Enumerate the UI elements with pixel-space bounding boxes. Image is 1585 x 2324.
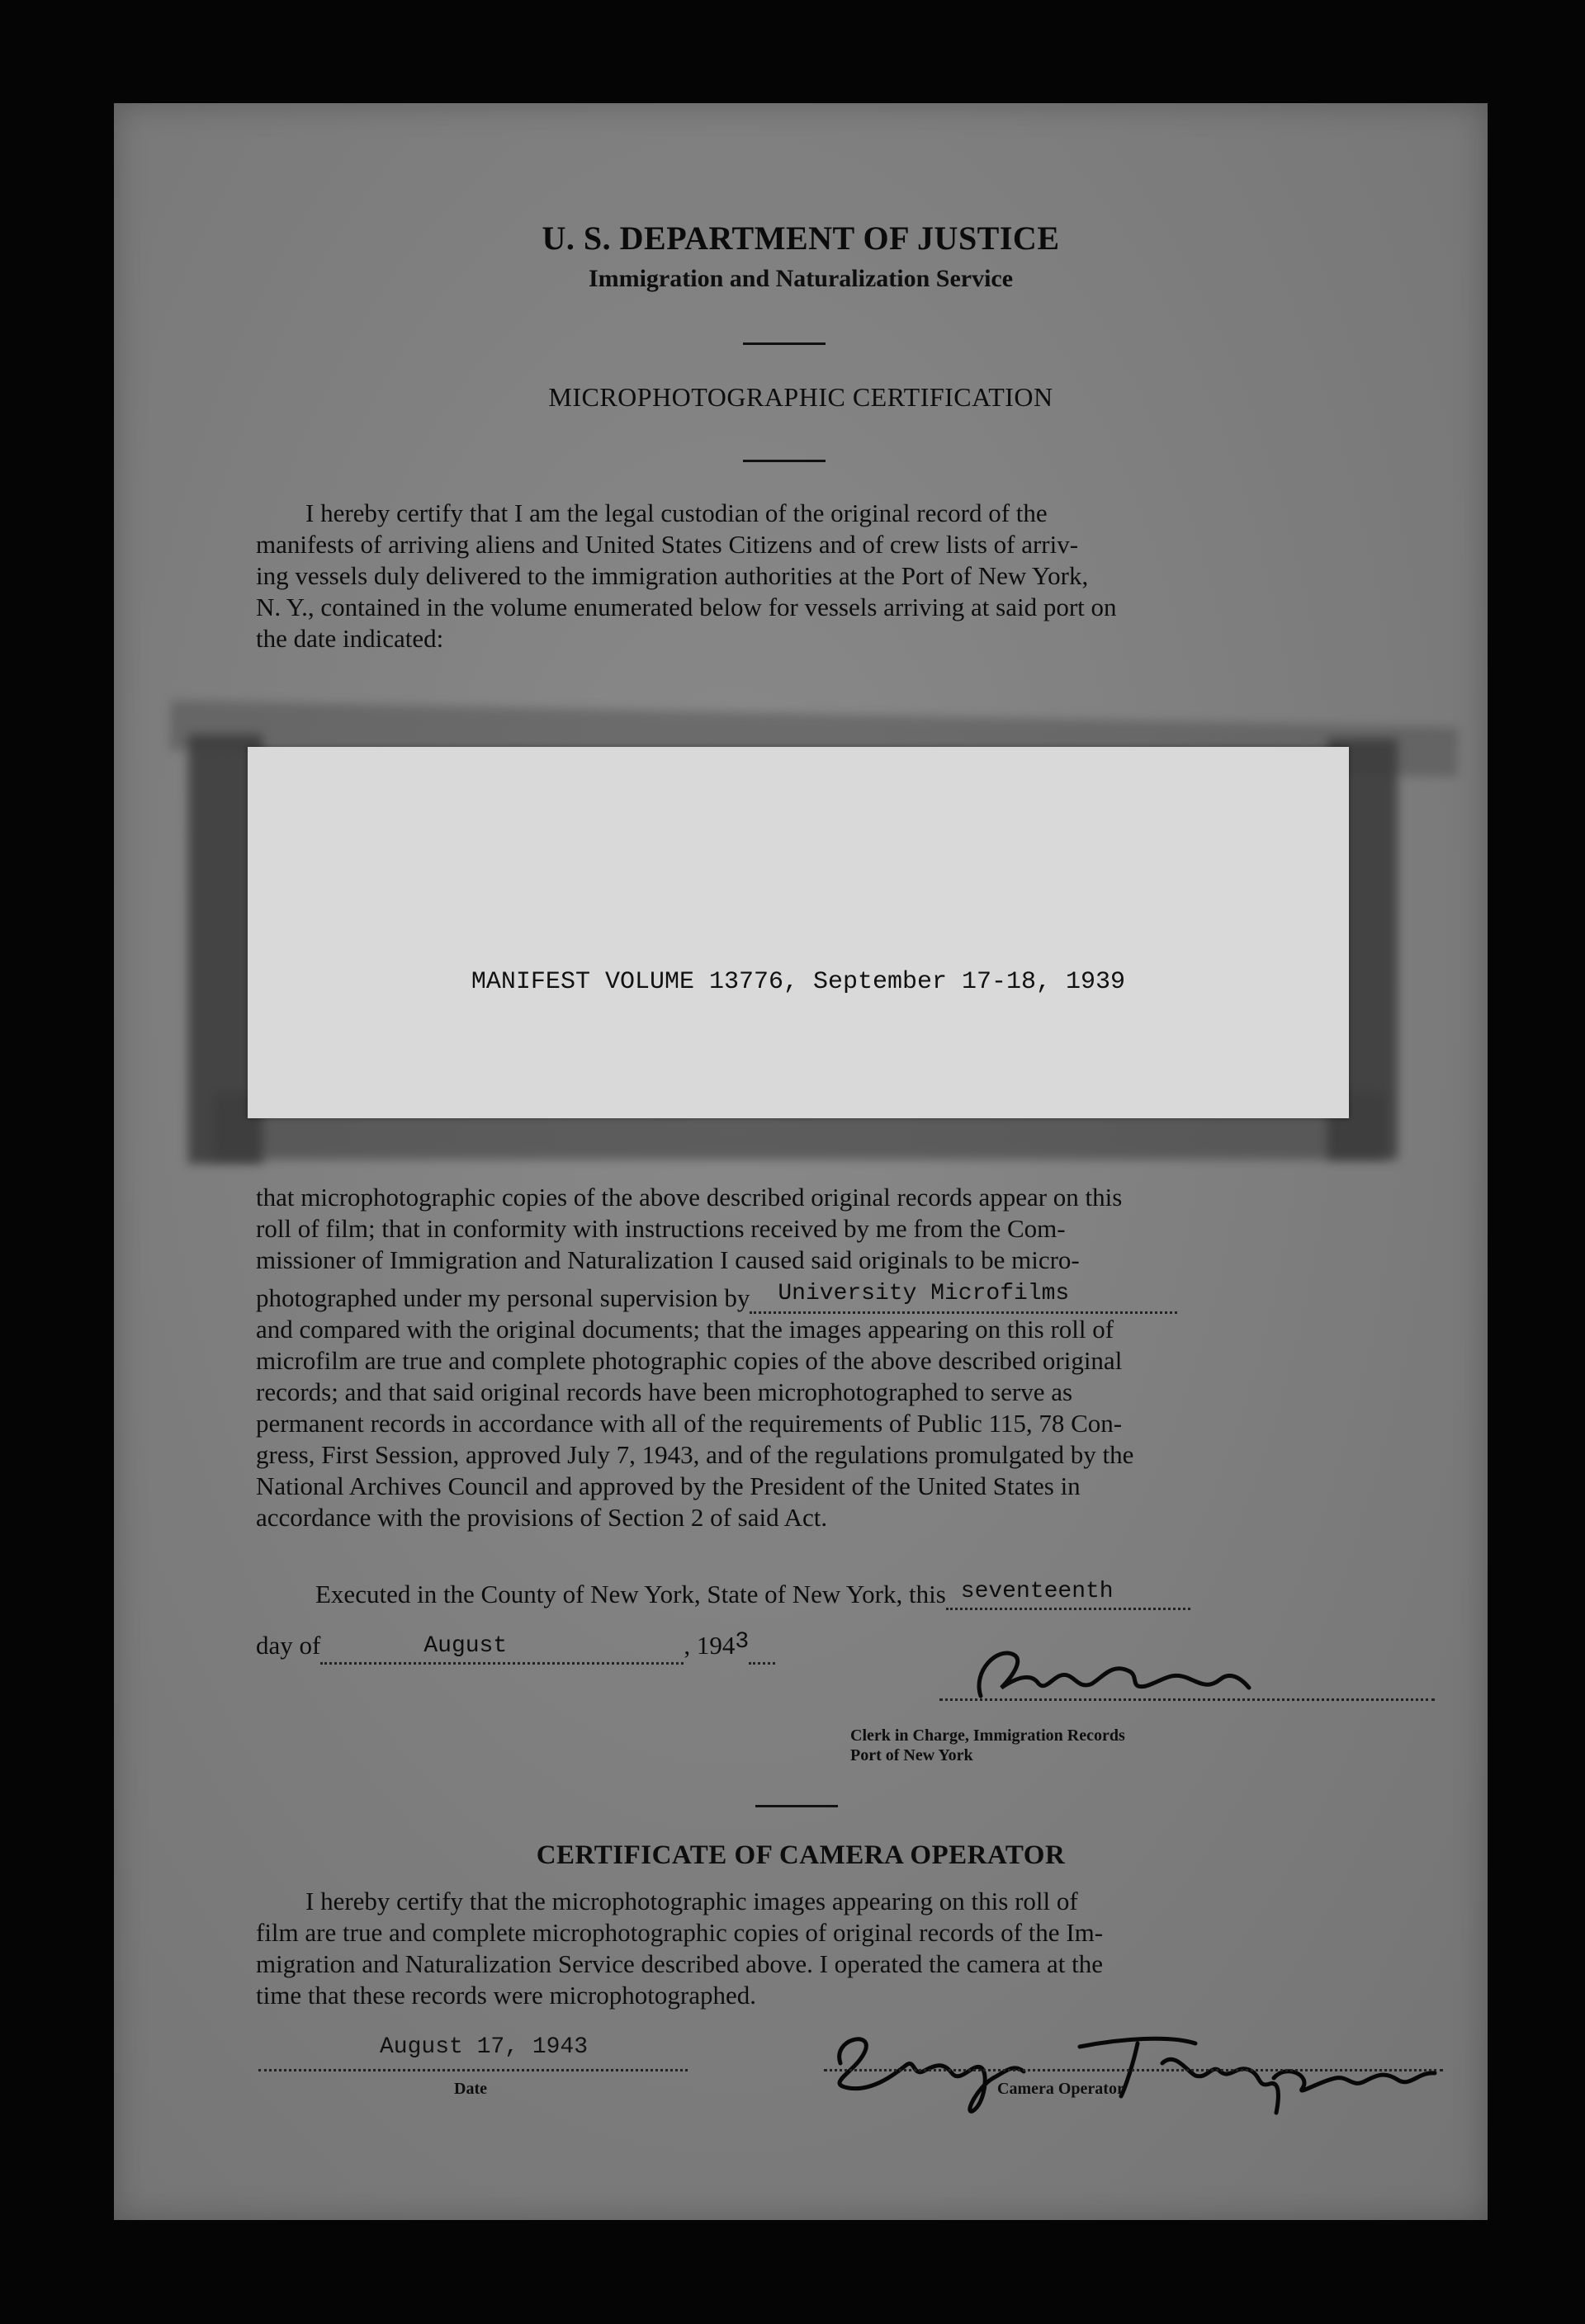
day-of-label: day of bbox=[256, 1631, 321, 1660]
operator-signature-line bbox=[824, 2069, 1443, 2071]
clerk-signature bbox=[923, 1638, 1468, 1704]
camera-line: time that these records were microphotographed. bbox=[256, 1981, 756, 2010]
supervision-prefix: photographed under my personal supervision by bbox=[256, 1283, 750, 1312]
camera-date-line bbox=[258, 2069, 688, 2071]
body-line: gress, First Session, approved July 7, 1943, and of the regulations promulgated by the bbox=[256, 1440, 1134, 1469]
divider-rule bbox=[743, 460, 826, 462]
execution-prefix: Executed in the County of New York, State of New York, this bbox=[315, 1580, 946, 1608]
camera-line: film are true and complete microphotographic copies of original records of the Im- bbox=[256, 1918, 1104, 1947]
execution-line bbox=[315, 1579, 1446, 1610]
intro-line: manifests of arriving aliens and United States Citizens and of crew lists of arriv- bbox=[256, 530, 1079, 559]
camera-date-label: Date bbox=[454, 2080, 487, 2098]
camera-line: I hereby certify that the microphotographic images appearing on this roll of bbox=[305, 1887, 1078, 1915]
camera-line: migration and Naturalization Service described above. I operated the camera at the bbox=[256, 1949, 1103, 1978]
execution-date-line bbox=[256, 1630, 999, 1665]
clerk-title-line1: Clerk in Charge, Immigration Records bbox=[850, 1726, 1125, 1745]
manifest-volume-text: MANIFEST VOLUME 13776, September 17-18, 1939 bbox=[471, 968, 1126, 996]
clerk-signature-line bbox=[939, 1698, 1435, 1701]
body-line: that microphotographic copies of the above described original records appear on this bbox=[256, 1183, 1123, 1212]
certification-title: MICROPHOTOGRAPHIC CERTIFICATION bbox=[548, 382, 1053, 412]
microfilm-company-value: University Microfilms bbox=[778, 1281, 1070, 1306]
camera-operator-label: Camera Operator bbox=[997, 2080, 1124, 2098]
camera-date-value: August 17, 1943 bbox=[380, 2034, 589, 2060]
body-line: and compared with the original documents; that the images appearing on this roll of bbox=[256, 1315, 1114, 1344]
clerk-title bbox=[850, 1726, 1263, 1765]
body-paragraph bbox=[256, 1182, 1445, 1533]
divider-rule bbox=[755, 1805, 838, 1807]
intro-line: N. Y., contained in the volume enumerated below for vessels arriving at said port on bbox=[256, 593, 1117, 621]
execution-month-value: August bbox=[423, 1633, 508, 1659]
operator-signature bbox=[807, 2014, 1451, 2121]
microfilm-company-field bbox=[750, 1283, 1177, 1314]
year-final-digit: 3 bbox=[735, 1629, 750, 1655]
year-prefix: , 194 bbox=[684, 1631, 736, 1660]
intro-line: the date indicated: bbox=[256, 624, 444, 653]
service-subheading: Immigration and Naturalization Service bbox=[588, 265, 1014, 292]
year-field-dots bbox=[749, 1637, 775, 1665]
intro-paragraph bbox=[256, 498, 1445, 654]
body-line: permanent records in accordance with all of the requirements of Public 115, 78 Con- bbox=[256, 1409, 1123, 1438]
camera-certificate-paragraph bbox=[256, 1886, 1445, 2011]
body-line: microfilm are true and complete photographic copies of the above described original bbox=[256, 1346, 1123, 1375]
body-line: records; and that said original records have been microphotographed to serve as bbox=[256, 1377, 1073, 1406]
divider-rule bbox=[743, 342, 826, 345]
execution-day-value: seventeenth bbox=[960, 1579, 1114, 1604]
intro-line: ing vessels duly delivered to the immigration authorities at the Port of New York, bbox=[256, 561, 1089, 590]
body-line: National Archives Council and approved by the President of the United States in bbox=[256, 1471, 1081, 1500]
execution-day-field bbox=[946, 1581, 1190, 1610]
intro-line: I hereby certify that I am the legal custodian of the original record of the bbox=[305, 498, 1048, 527]
department-heading: U. S. DEPARTMENT OF JUSTICE bbox=[542, 220, 1060, 257]
body-line: roll of film; that in conformity with instructions received by me from the Com- bbox=[256, 1214, 1066, 1243]
clerk-title-line2: Port of New York bbox=[850, 1746, 973, 1764]
manifest-label-card bbox=[248, 747, 1349, 1118]
operator-signature-graphic bbox=[807, 2014, 1451, 2121]
body-line: accordance with the provisions of Section 2 of said Act. bbox=[256, 1503, 828, 1532]
certificate-page bbox=[114, 103, 1488, 2220]
body-line: missioner of Immigration and Naturalization I caused said originals to be micro- bbox=[256, 1245, 1080, 1274]
supervision-line bbox=[256, 1282, 1445, 1314]
execution-month-field bbox=[320, 1633, 684, 1665]
clerk-signature-graphic bbox=[923, 1638, 1468, 1704]
camera-certificate-title: CERTIFICATE OF CAMERA OPERATOR bbox=[536, 1840, 1066, 1870]
